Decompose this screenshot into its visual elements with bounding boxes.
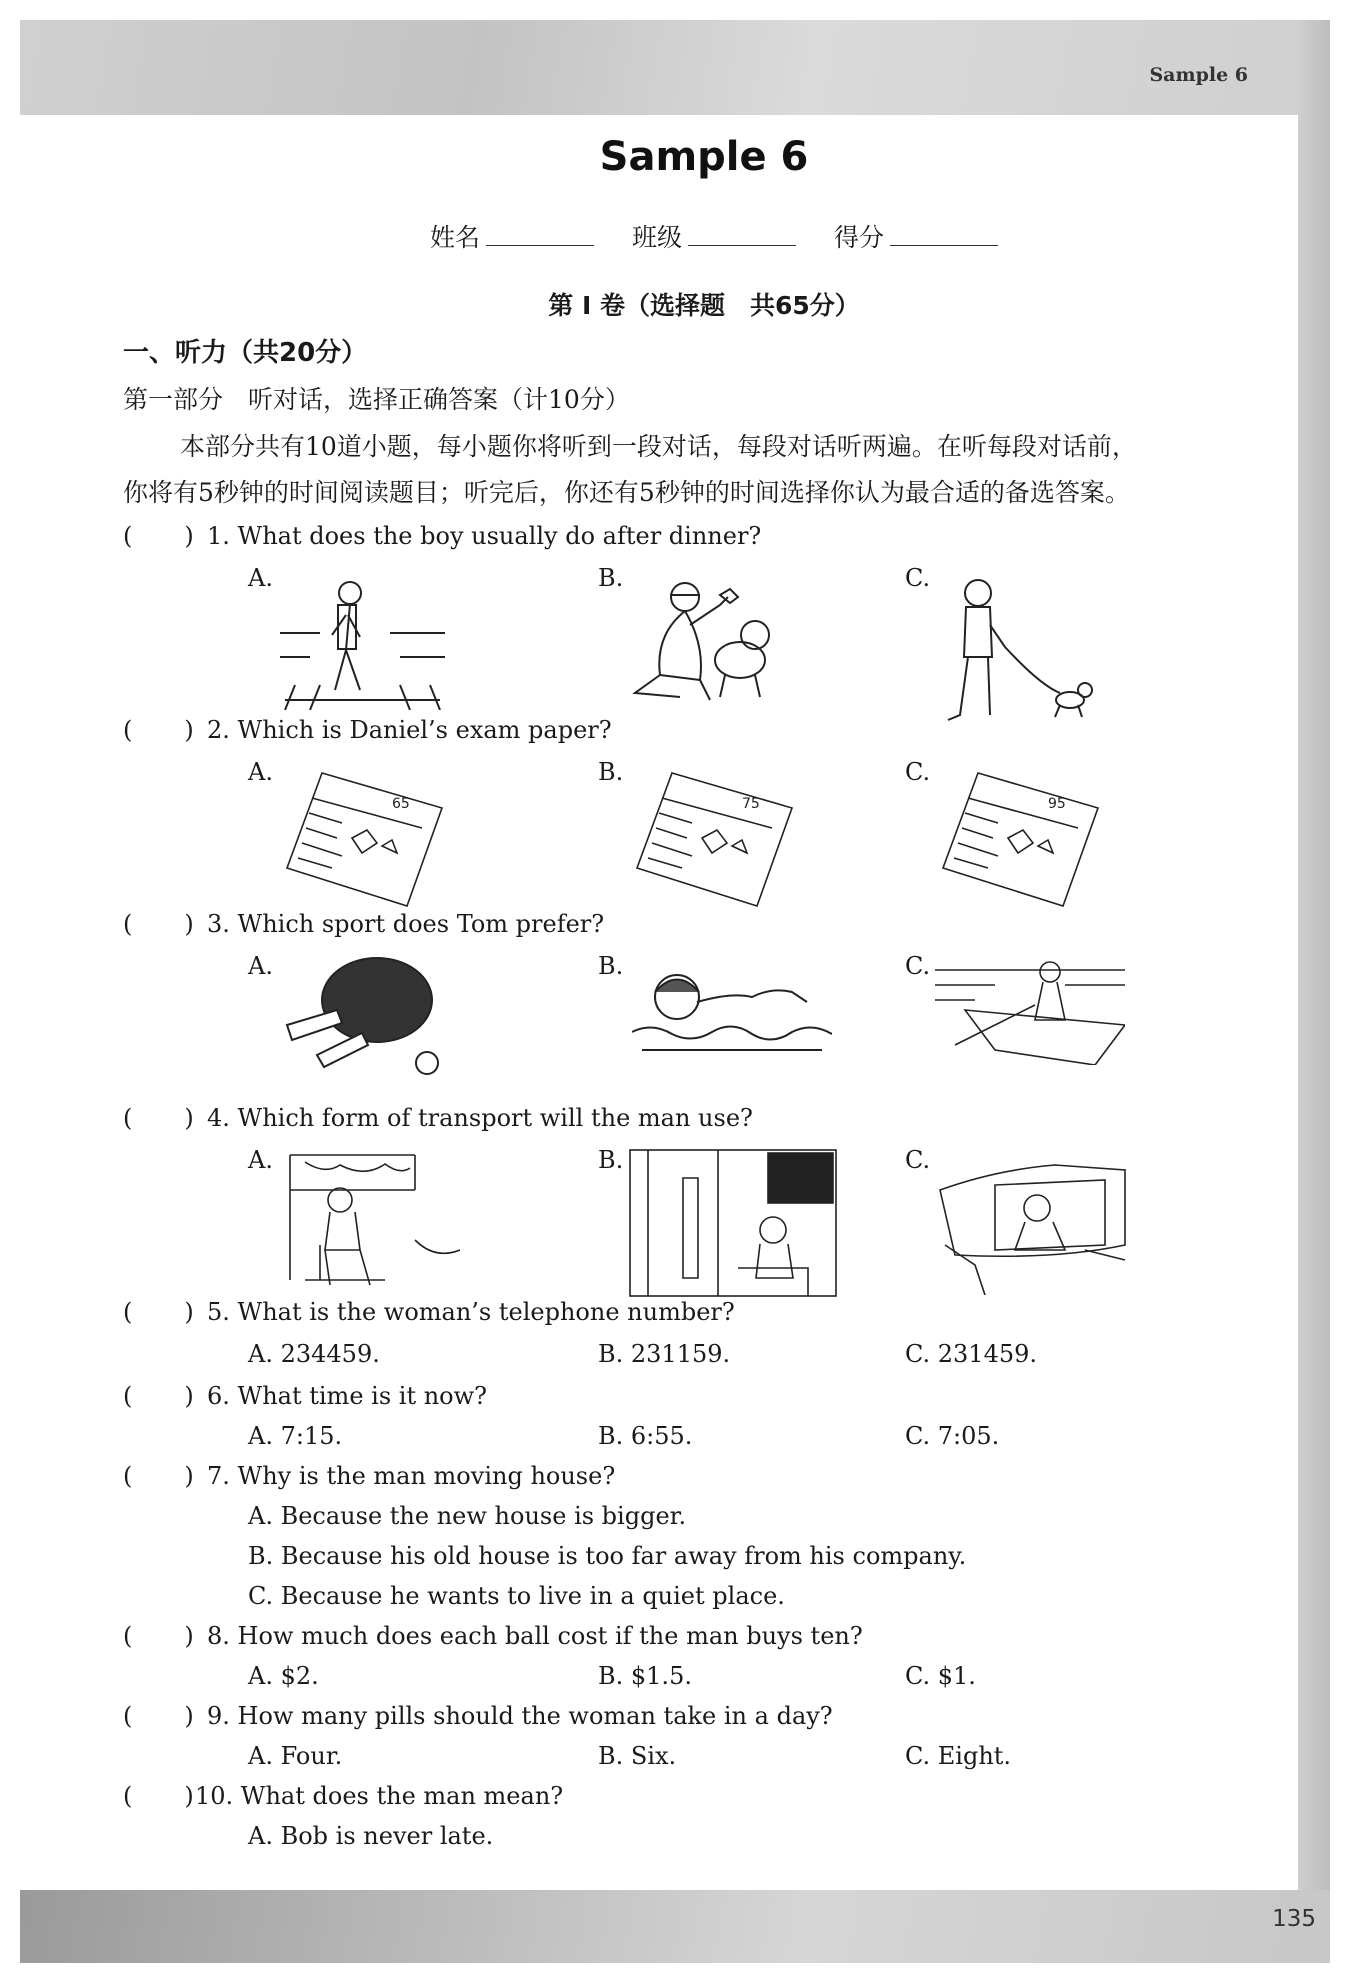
man-playing-with-dog-image: [630, 575, 790, 705]
option-b: B. 231159.: [598, 1340, 731, 1368]
question-text: 2. Which is Daniel’s exam paper?: [207, 716, 612, 744]
option-a: A. 234459.: [248, 1340, 380, 1368]
scan-bottom-edge: [20, 1890, 1330, 1963]
question-text: 6. What time is it now?: [207, 1382, 488, 1410]
option-b: B. Because his old house is too far away from his company.: [248, 1542, 967, 1570]
option-a: A. Because the new house is bigger.: [248, 1502, 687, 1530]
question-10: [123, 1782, 563, 1810]
student-info-line: [430, 218, 1028, 254]
option-a: A.: [248, 564, 273, 592]
option-c: C. Because he wants to live in a quiet place.: [248, 1582, 785, 1610]
score-label: 得分: [833, 223, 884, 252]
man-walking-dog-image: [930, 575, 1100, 725]
answer-paren[interactable]: ( ): [123, 716, 194, 744]
option-a: A.: [248, 758, 273, 786]
answer-paren[interactable]: ( ): [123, 522, 194, 550]
page-title: Sample 6: [599, 134, 809, 180]
option-a: A.: [248, 1146, 273, 1174]
svg-text:75: 75: [742, 796, 760, 812]
table-tennis-image: [282, 955, 452, 1080]
question-text: 1. What does the boy usually do after dinner?: [207, 522, 762, 550]
answer-paren[interactable]: ( ): [123, 1298, 194, 1326]
option-c: C. $1.: [905, 1662, 976, 1690]
question-7: [123, 1462, 615, 1490]
question-text: 4. Which form of transport will the man use?: [207, 1104, 753, 1132]
name-label: 姓名: [430, 223, 481, 252]
option-c: C. Eight.: [905, 1742, 1012, 1770]
instructions-line-2: 你将有5秒钟的时间阅读题目；听完后，你还有5秒钟的时间选择你认为最合适的备选答案。: [123, 478, 1130, 507]
option-c: C.: [905, 952, 931, 980]
question-text: 5. What is the woman’s telephone number?: [207, 1298, 735, 1326]
answer-paren[interactable]: ( ): [123, 1782, 194, 1810]
score-blank[interactable]: [890, 225, 998, 246]
question-9: [123, 1702, 833, 1730]
question-6: [123, 1382, 487, 1410]
option-b: B.: [598, 564, 624, 592]
running-header: Sample 6: [1149, 64, 1248, 86]
answer-paren[interactable]: ( ): [123, 1702, 194, 1730]
question-text: 10. What does the man mean?: [195, 1782, 564, 1810]
option-a: A. Bob is never late.: [248, 1822, 494, 1850]
answer-paren[interactable]: ( ): [123, 910, 194, 938]
question-5: [123, 1298, 735, 1326]
class-label: 班级: [631, 223, 682, 252]
option-c: C. 7:05.: [905, 1422, 1000, 1450]
option-a: A. $2.: [248, 1662, 319, 1690]
boating-image: [935, 950, 1125, 1065]
exam-paper-65-image: [282, 768, 447, 908]
part-title: 第 Ⅰ 卷（选择题 共65分）: [548, 291, 860, 320]
answer-paren[interactable]: ( ): [123, 1104, 194, 1132]
option-c: C.: [905, 1146, 931, 1174]
scan-top-edge: [20, 20, 1330, 115]
option-b: B. $1.5.: [598, 1662, 692, 1690]
answer-paren[interactable]: ( ): [123, 1462, 194, 1490]
option-b: B. 6:55.: [598, 1422, 693, 1450]
section-title: 一、听力（共20分）: [123, 338, 368, 368]
exam-paper-95-image: [938, 768, 1103, 908]
option-b: B.: [598, 1146, 624, 1174]
question-text: 8. How much does each ball cost if the man buys ten?: [207, 1622, 863, 1650]
subsection-title: 第一部分 听对话，选择正确答案（计10分）: [123, 385, 630, 414]
question-2: [123, 716, 612, 744]
page-number: 135: [1272, 1906, 1316, 1932]
svg-text:65: 65: [392, 796, 410, 812]
man-walking-street-image: [280, 575, 450, 710]
option-a: A. Four.: [248, 1742, 343, 1770]
option-c: C.: [905, 564, 931, 592]
class-blank[interactable]: [688, 225, 796, 246]
question-text: 9. How many pills should the woman take in a day?: [207, 1702, 833, 1730]
option-b: B. Six.: [598, 1742, 677, 1770]
option-b: B.: [598, 758, 624, 786]
option-c: C.: [905, 758, 931, 786]
option-a: A. 7:15.: [248, 1422, 343, 1450]
question-text: 7. Why is the man moving house?: [207, 1462, 616, 1490]
man-on-subway-image: [628, 1148, 838, 1298]
svg-text:95: 95: [1048, 796, 1066, 812]
name-blank[interactable]: [486, 225, 594, 246]
instructions-line-1: 本部分共有10道小题，每小题你将听到一段对话，每段对话听两遍。在听每段对话前，: [180, 432, 1137, 461]
option-b: B.: [598, 952, 624, 980]
swimming-image: [632, 962, 832, 1062]
man-on-bus-image: [285, 1150, 460, 1295]
option-c: C. 231459.: [905, 1340, 1038, 1368]
question-text: 3. Which sport does Tom prefer?: [207, 910, 605, 938]
exam-paper-75-image: [632, 768, 797, 908]
question-1: [123, 522, 761, 550]
answer-paren[interactable]: ( ): [123, 1382, 194, 1410]
question-8: [123, 1622, 863, 1650]
option-a: A.: [248, 952, 273, 980]
question-4: [123, 1104, 753, 1132]
man-driving-car-image: [935, 1150, 1130, 1295]
question-3: [123, 910, 604, 938]
answer-paren[interactable]: ( ): [123, 1622, 194, 1650]
